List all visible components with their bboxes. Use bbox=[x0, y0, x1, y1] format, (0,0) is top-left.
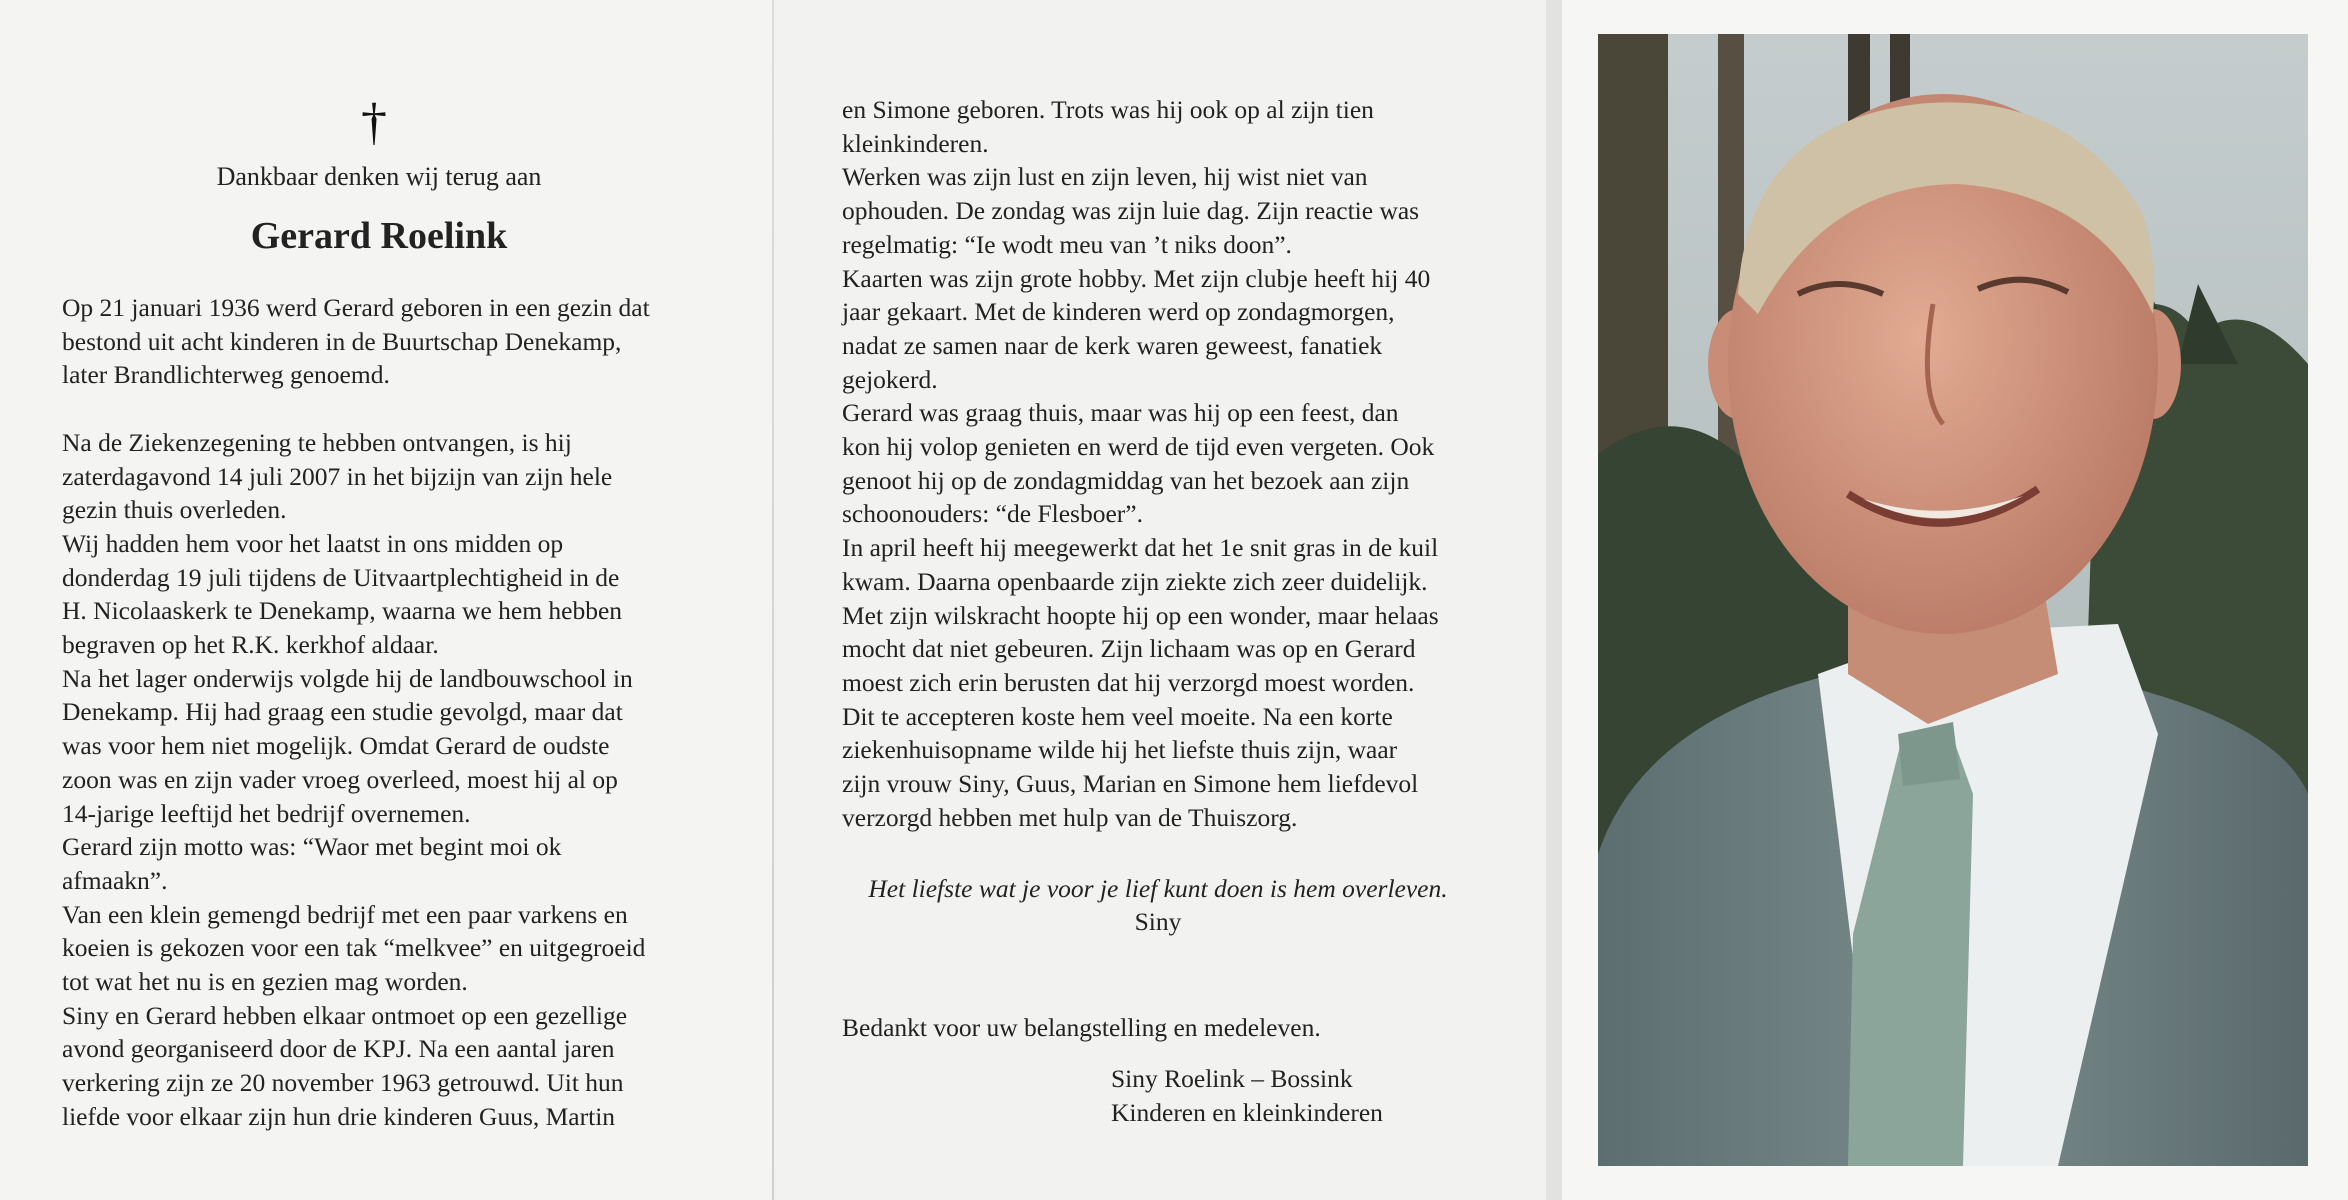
biography-text bbox=[62, 291, 696, 1134]
text-line: Kaarten was zijn grote hobby. Met zijn clubje heeft hij 40 bbox=[842, 263, 1431, 293]
text-line: Werken was zijn lust en zijn leven, hij wist niet van bbox=[842, 162, 1368, 192]
quote-signature: Siny bbox=[1134, 907, 1182, 936]
text-line: kleinkinderen. bbox=[842, 128, 989, 158]
portrait-photo bbox=[1598, 34, 2308, 1166]
text-line: mocht dat niet gebeuren. Zijn lichaam was op en Gerard bbox=[842, 634, 1416, 664]
text-line: en Simone geboren. Trots was hij ook op al zijn tien bbox=[842, 95, 1374, 124]
text-line: gejokerd. bbox=[842, 364, 938, 394]
left-page bbox=[0, 0, 772, 1200]
deceased-name: Gerard Roelink bbox=[250, 215, 508, 257]
text-line: bestond uit acht kinderen in de Buurtschap Denekamp, bbox=[62, 326, 622, 356]
text-line: later Brandlichterweg genoemd. bbox=[62, 360, 390, 390]
text-line: ziekenhuisopname wilde hij het liefste thuis zijn, waar bbox=[842, 735, 1398, 765]
text-line: In april heeft hij meegewerkt dat het 1e snit gras in de kuil bbox=[842, 533, 1439, 563]
intro-line: Dankbaar denken wij terug aan bbox=[216, 162, 542, 191]
text-line: Denekamp. Hij had graag een studie gevolgd, maar dat bbox=[62, 697, 623, 727]
text-line: donderdag 19 juli tijdens de Uitvaartplechtigheid in de bbox=[62, 562, 620, 592]
text-line: Siny en Gerard hebben elkaar ontmoet op een gezellige bbox=[62, 1000, 628, 1030]
text-line: liefde voor elkaar zijn hun drie kinderen Guus, Martin bbox=[62, 1101, 616, 1131]
text-line: Na de Ziekenzegening te hebben ontvangen, is hij bbox=[62, 427, 572, 457]
text-line: zaterdagavond 14 juli 2007 in het bijzijn van zijn hele bbox=[62, 461, 613, 491]
text-line: Dit te accepteren koste hem veel moeite. Na een korte bbox=[842, 701, 1393, 731]
text-line: Wij hadden hem voor het laatst in ons midden op bbox=[62, 528, 564, 558]
text-line: Na het lager onderwijs volgde hij de landbouwschool in bbox=[62, 663, 633, 693]
text-line: Op 21 januari 1936 werd Gerard geboren in een gezin dat bbox=[62, 293, 650, 322]
text-line: verkering zijn ze 20 november 1963 getrouwd. Uit hun bbox=[62, 1068, 624, 1098]
text-line: tot wat het nu is en gezien mag worden. bbox=[62, 967, 468, 997]
text-line: begraven op het R.K. kerkhof aldaar. bbox=[62, 630, 439, 660]
family-signature-2: Kinderen en kleinkinderen bbox=[1111, 1098, 1383, 1127]
text-line: koeien is gekozen voor een tak “melkvee” en uitgegroeid bbox=[62, 933, 646, 963]
portrait-illustration bbox=[1598, 34, 2308, 1166]
text-line: kwam. Daarna openbaarde zijn ziekte zich zeer duidelijk. bbox=[842, 566, 1428, 596]
text-line: zoon was en zijn vader vroeg overleed, moest hij al op bbox=[62, 764, 618, 794]
text-line: genoot hij op de zondagmiddag van het bezoek aan zijn bbox=[842, 465, 1410, 495]
text-line: 14-jarige leeftijd het bedrijf overnemen. bbox=[62, 798, 471, 828]
text-line: H. Nicolaaskerk te Denekamp, waarna we hem hebben bbox=[62, 596, 623, 626]
biography-continued-text bbox=[842, 93, 1474, 834]
text-line: gezin thuis overleden. bbox=[62, 495, 287, 525]
text-line: moest zich erin berusten dat hij verzorgd moest worden. bbox=[842, 667, 1415, 697]
text-line: Gerard zijn motto was: “Waor met begint moi ok bbox=[62, 832, 562, 862]
text-line bbox=[62, 392, 696, 426]
text-line: regelmatig: “Ie wodt meu van ’t niks doon”. bbox=[842, 229, 1292, 259]
memorial-quote: Het liefste wat je voor je lief kunt doen is hem overleven. bbox=[868, 874, 1448, 903]
text-line: nadat ze samen naar de kerk waren geweest, fanatiek bbox=[842, 330, 1383, 360]
text-line: jaar gekaart. Met de kinderen werd op zondagmorgen, bbox=[842, 297, 1395, 327]
text-line: zijn vrouw Siny, Guus, Marian en Simone hem liefdevol bbox=[842, 769, 1419, 799]
text-line: ophouden. De zondag was zijn luie dag. Zijn reactie was bbox=[842, 196, 1420, 226]
text-line: Van een klein gemengd bedrijf met een paar varkens en bbox=[62, 899, 628, 929]
text-line: verzorgd hebben met hulp van de Thuiszorg. bbox=[842, 802, 1298, 832]
thanks-line: Bedankt voor uw belangstelling en medeleven. bbox=[842, 1013, 1321, 1042]
family-signature-1: Siny Roelink – Bossink bbox=[1111, 1064, 1353, 1093]
card-gap bbox=[1546, 0, 1562, 1200]
cross-icon: † bbox=[361, 94, 387, 151]
text-line: was voor hem niet mogelijk. Omdat Gerard de oudste bbox=[62, 731, 610, 761]
text-line: avond georganiseerd door de KPJ. Na een aantal jaren bbox=[62, 1034, 615, 1064]
text-line: afmaakn”. bbox=[62, 865, 168, 895]
text-line: Gerard was graag thuis, maar was hij op een feest, dan bbox=[842, 398, 1399, 428]
text-line: Met zijn wilskracht hoopte hij op een wonder, maar helaas bbox=[842, 600, 1439, 630]
text-line: kon hij volop genieten en werd de tijd even vergeten. Ook bbox=[842, 432, 1435, 462]
text-line: schoonouders: “de Flesboer”. bbox=[842, 499, 1143, 529]
